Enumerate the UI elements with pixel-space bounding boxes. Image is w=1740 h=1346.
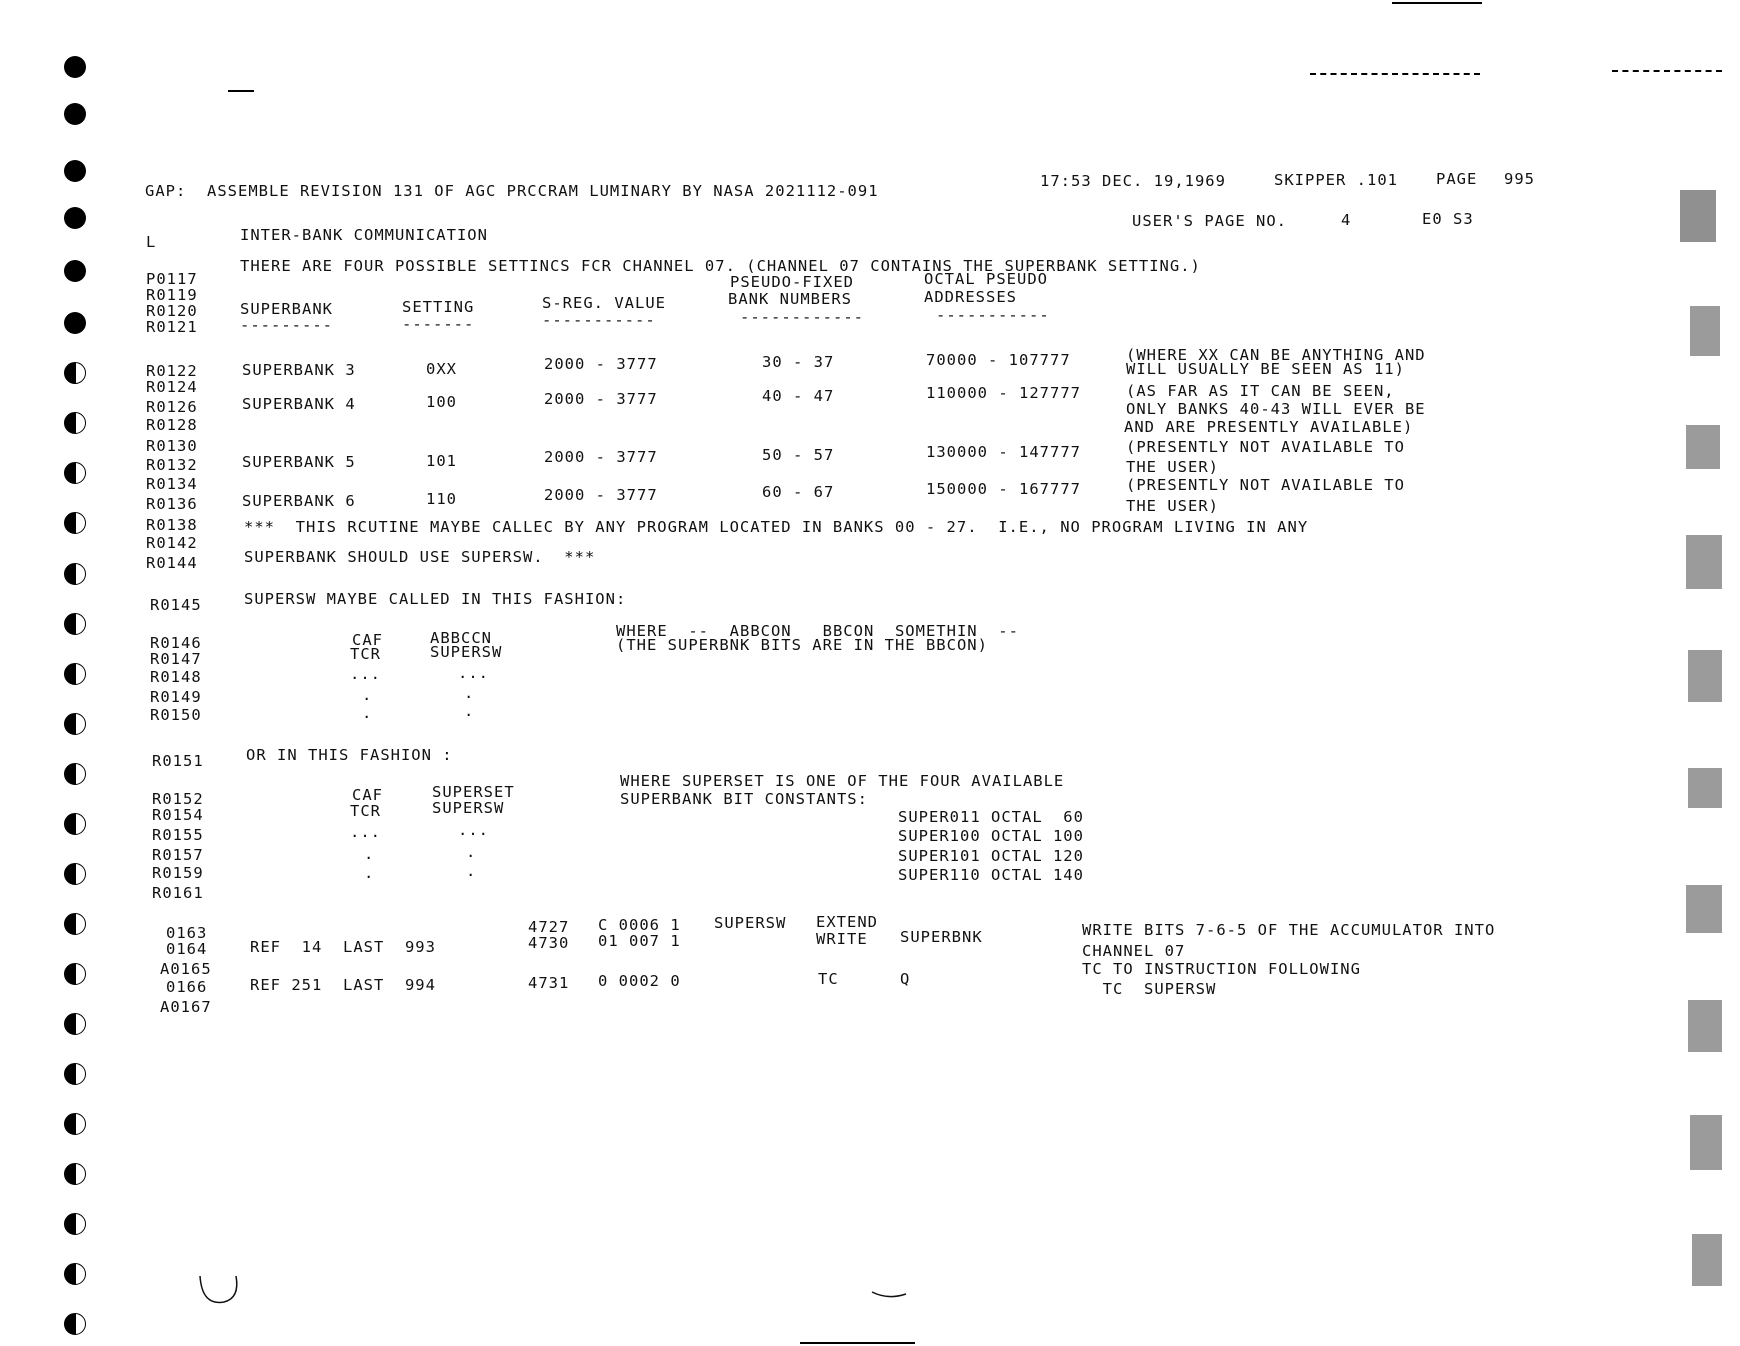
- routine-note-line: SUPERBANK SHOULD USE SUPERSW. ***: [244, 548, 596, 566]
- line-label: 0166: [166, 978, 208, 996]
- line-label: R0126: [146, 398, 198, 416]
- edge-mark: [228, 90, 254, 92]
- binder-hole: [64, 863, 86, 885]
- col-head-sreg: S-REG. VALUE: [542, 294, 666, 312]
- code-address: 4731: [528, 974, 570, 992]
- col-underline: -------: [402, 315, 475, 333]
- cell-setting: 100: [426, 393, 457, 411]
- binder-hole: [64, 1213, 86, 1235]
- bit-constant: SUPER011 OCTAL 60: [898, 808, 1084, 826]
- binder-hole: [64, 1263, 86, 1285]
- cell-banks: 50 - 57: [762, 446, 835, 464]
- binder-hole: [64, 160, 86, 182]
- edge-mark: [1392, 2, 1482, 4]
- col-underline: ------------: [740, 308, 864, 326]
- code-opcode: .: [362, 686, 373, 704]
- line-label: R0151: [152, 752, 204, 770]
- binder-hole: [64, 663, 86, 685]
- line-label: R0142: [146, 534, 198, 552]
- col-head-octal-bottom: ADDRESSES: [924, 288, 1017, 306]
- page-number: 995: [1504, 170, 1535, 188]
- fashion-where: WHERE SUPERSET IS ONE OF THE FOUR AVAILABLE: [620, 772, 1065, 790]
- code-opcode: TCR: [350, 802, 381, 820]
- code-operand: ...: [458, 664, 489, 682]
- scan-artifact: [1688, 650, 1722, 702]
- line-label: R0159: [152, 864, 204, 882]
- line-label: R0155: [152, 826, 204, 844]
- code-opcode: .: [364, 845, 375, 863]
- cell-note: ONLY BANKS 40-43 WILL EVER BE: [1126, 400, 1426, 418]
- code-operand: Q: [900, 970, 911, 988]
- binder-hole: [64, 462, 86, 484]
- binder-hole: [64, 813, 86, 835]
- edge-mark: [1612, 70, 1722, 72]
- scan-artifact: [196, 1272, 246, 1312]
- binder-hole: [64, 103, 86, 125]
- col-underline: -----------: [936, 306, 1050, 324]
- line-label: 0164: [166, 940, 208, 958]
- cell-banks: 40 - 47: [762, 387, 835, 405]
- routine-note-line: *** THIS RCUTINE MAYBE CALLEC BY ANY PROGRAM LOCATED IN BANKS 00 - 27. I.E., NO PROGRAM LIVING IN ANY: [244, 518, 1309, 536]
- code-address: 4730: [528, 934, 570, 952]
- scan-artifact: [1686, 885, 1722, 933]
- code-opcode: TCR: [350, 645, 381, 663]
- line-label: R0150: [150, 706, 202, 724]
- cell-sreg: 2000 - 3777: [544, 355, 658, 373]
- cell-note: (AS FAR AS IT CAN BE SEEN,: [1126, 382, 1395, 400]
- cell-setting: 0XX: [426, 360, 457, 378]
- listing-header: GAP: ASSEMBLE REVISION 131 OF AGC PRCCRAM LUMINARY BY NASA 2021112-091: [145, 182, 879, 200]
- page-label: PAGE: [1436, 170, 1478, 188]
- scan-artifact: [870, 1290, 910, 1302]
- cell-setting: 110: [426, 490, 457, 508]
- bit-constant: SUPER100 OCTAL 100: [898, 827, 1084, 845]
- binder-hole: [64, 713, 86, 735]
- section-title: INTER-BANK COMMUNICATION: [240, 226, 488, 244]
- code-comment: TC TO INSTRUCTION FOLLOWING: [1082, 960, 1361, 978]
- col-head-pseudo-top: PSEUDO-FIXED: [730, 273, 854, 291]
- fashion-where: SUPERBANK BIT CONSTANTS:: [620, 790, 868, 808]
- code-opcode: .: [364, 864, 375, 882]
- code-opcode: WRITE: [816, 930, 868, 948]
- code-operand: SUPERSW: [432, 799, 505, 817]
- code-word: 0 0002 0: [598, 972, 681, 990]
- code-comment: CHANNEL 07: [1082, 942, 1186, 960]
- code-ref: REF 14 LAST 993: [250, 938, 436, 956]
- cell-note: AND ARE PRESENTLY AVAILABLE): [1124, 418, 1414, 436]
- line-label: R0149: [150, 688, 202, 706]
- line-label: R0152: [152, 790, 204, 808]
- line-label: R0157: [152, 846, 204, 864]
- fashion-where: WHERE -- ABBCON BBCON SOMETHIN --: [616, 622, 1019, 640]
- code-operand: .: [464, 702, 475, 720]
- line-label: R0147: [150, 650, 202, 668]
- col-head-pseudo-bottom: BANK NUMBERS: [728, 290, 852, 308]
- code-operand: ...: [458, 821, 489, 839]
- line-label: R0130: [146, 437, 198, 455]
- fashion-where: (THE SUPERBNK BITS ARE IN THE BBCON): [616, 636, 988, 654]
- binder-hole: [64, 207, 86, 229]
- cell-sreg: 2000 - 3777: [544, 486, 658, 504]
- binder-hole: [64, 312, 86, 334]
- cell-note: WILL USUALLY BE SEEN AS 11): [1126, 360, 1405, 378]
- line-label: R0121: [146, 318, 198, 336]
- code-word: 01 007 1: [598, 932, 681, 950]
- cell-superbank: SUPERBANK 3: [242, 361, 356, 379]
- fashion-heading: SUPERSW MAYBE CALLED IN THIS FASHION:: [244, 590, 627, 608]
- code-operand: SUPERSW: [430, 643, 503, 661]
- scan-artifact: [1690, 1115, 1722, 1170]
- line-label: R0128: [146, 416, 198, 434]
- code-ref: REF 251 LAST 994: [250, 976, 436, 994]
- scan-artifact: [1686, 535, 1722, 589]
- col-underline: -----------: [542, 311, 656, 329]
- line-label: P0117: [146, 270, 198, 288]
- line-label: R0132: [146, 456, 198, 474]
- cell-note: (WHERE XX CAN BE ANYTHING AND: [1126, 346, 1426, 364]
- cell-note: THE USER): [1126, 458, 1219, 476]
- users-page-label: USER'S PAGE NO.: [1132, 212, 1287, 230]
- col-underline: ---------: [240, 316, 333, 334]
- binder-hole: [64, 1063, 86, 1085]
- line-label: R0134: [146, 475, 198, 493]
- intro-text: THERE ARE FOUR POSSIBLE SETTINCS FCR CHANNEL 07. (CHANNEL 07 CONTAINS THE SUPERBANK SETTING.): [240, 257, 1201, 275]
- cell-superbank: SUPERBANK 5: [242, 453, 356, 471]
- binder-hole: [64, 763, 86, 785]
- code-operand: .: [466, 843, 477, 861]
- cell-banks: 30 - 37: [762, 353, 835, 371]
- code-word: C 0006 1: [598, 916, 681, 934]
- timestamp: 17:53 DEC. 19,1969: [1040, 172, 1226, 190]
- cell-addresses: 110000 - 127777: [926, 384, 1081, 402]
- line-label: A0165: [160, 960, 212, 978]
- code-tag: SUPERSW: [714, 914, 787, 932]
- binder-hole: [64, 56, 86, 78]
- code-opcode: CAF: [352, 631, 383, 649]
- col-head-superbank: SUPERBANK: [240, 300, 333, 318]
- code-comment: TC SUPERSW: [1082, 980, 1217, 998]
- line-label: R0122: [146, 362, 198, 380]
- line-label: R0161: [152, 884, 204, 902]
- code-opcode: EXTEND: [816, 913, 878, 931]
- cell-note: (PRESENTLY NOT AVAILABLE TO: [1126, 476, 1405, 494]
- code-address: 4727: [528, 918, 570, 936]
- binder-hole: [64, 412, 86, 434]
- scan-artifact: [1686, 425, 1720, 469]
- cell-sreg: 2000 - 3777: [544, 448, 658, 466]
- binder-hole: [64, 963, 86, 985]
- binder-hole: [64, 260, 86, 282]
- code-opcode: .: [362, 704, 373, 722]
- line-label: 0163: [166, 924, 208, 942]
- line-label: R0148: [150, 668, 202, 686]
- code-operand: SUPERSET: [432, 783, 515, 801]
- col-head-setting: SETTING: [402, 298, 475, 316]
- binder-hole: [64, 1163, 86, 1185]
- scan-artifact: [1688, 1000, 1722, 1052]
- binder-hole: [64, 613, 86, 635]
- code-opcode: ...: [350, 665, 381, 683]
- code-operand: SUPERBNK: [900, 928, 983, 946]
- code-operand: ABBCCN: [430, 629, 492, 647]
- cell-superbank: SUPERBANK 6: [242, 492, 356, 510]
- bit-constant: SUPER101 OCTAL 120: [898, 847, 1084, 865]
- line-label: R0146: [150, 634, 202, 652]
- binder-hole: [64, 913, 86, 935]
- cell-addresses: 130000 - 147777: [926, 443, 1081, 461]
- code-operand: .: [466, 862, 477, 880]
- binder-hole: [64, 512, 86, 534]
- binder-hole: [64, 1113, 86, 1135]
- scan-artifact: [1692, 1234, 1722, 1286]
- section-marker: L: [146, 233, 157, 251]
- eo-code: E0 S3: [1422, 210, 1474, 228]
- cell-addresses: 150000 - 167777: [926, 480, 1081, 498]
- line-label: A0167: [160, 998, 212, 1016]
- col-head-octal-top: OCTAL PSEUDO: [924, 270, 1048, 288]
- users-page-number: 4: [1341, 211, 1352, 229]
- binder-hole: [64, 362, 86, 384]
- cell-superbank: SUPERBANK 4: [242, 395, 356, 413]
- line-label: R0136: [146, 495, 198, 513]
- line-label: R0145: [150, 596, 202, 614]
- line-label: R0144: [146, 554, 198, 572]
- cell-note: THE USER): [1126, 497, 1219, 515]
- code-opcode: ...: [350, 823, 381, 841]
- line-label: R0138: [146, 516, 198, 534]
- cell-setting: 101: [426, 452, 457, 470]
- cell-banks: 60 - 67: [762, 483, 835, 501]
- user-ident: SKIPPER .101: [1274, 171, 1398, 189]
- cell-sreg: 2000 - 3777: [544, 390, 658, 408]
- binder-hole: [64, 1313, 86, 1335]
- line-label: R0119: [146, 286, 198, 304]
- code-comment: WRITE BITS 7-6-5 OF THE ACCUMULATOR INTO: [1082, 921, 1496, 939]
- scan-artifact: [1680, 190, 1716, 242]
- scan-artifact: [1688, 768, 1722, 808]
- bit-constant: SUPER110 OCTAL 140: [898, 866, 1084, 884]
- binder-hole: [64, 563, 86, 585]
- line-label: R0124: [146, 378, 198, 396]
- binder-hole: [64, 1013, 86, 1035]
- line-label: R0154: [152, 806, 204, 824]
- code-operand: .: [464, 684, 475, 702]
- code-opcode: CAF: [352, 786, 383, 804]
- fashion-heading: OR IN THIS FASHION :: [246, 746, 453, 764]
- cell-addresses: 70000 - 107777: [926, 351, 1071, 369]
- cell-note: (PRESENTLY NOT AVAILABLE TO: [1126, 438, 1405, 456]
- scan-artifact: [1690, 306, 1720, 356]
- line-label: R0120: [146, 302, 198, 320]
- edge-mark: [800, 1342, 915, 1344]
- code-opcode: TC: [818, 970, 839, 988]
- edge-mark: [1310, 73, 1480, 75]
